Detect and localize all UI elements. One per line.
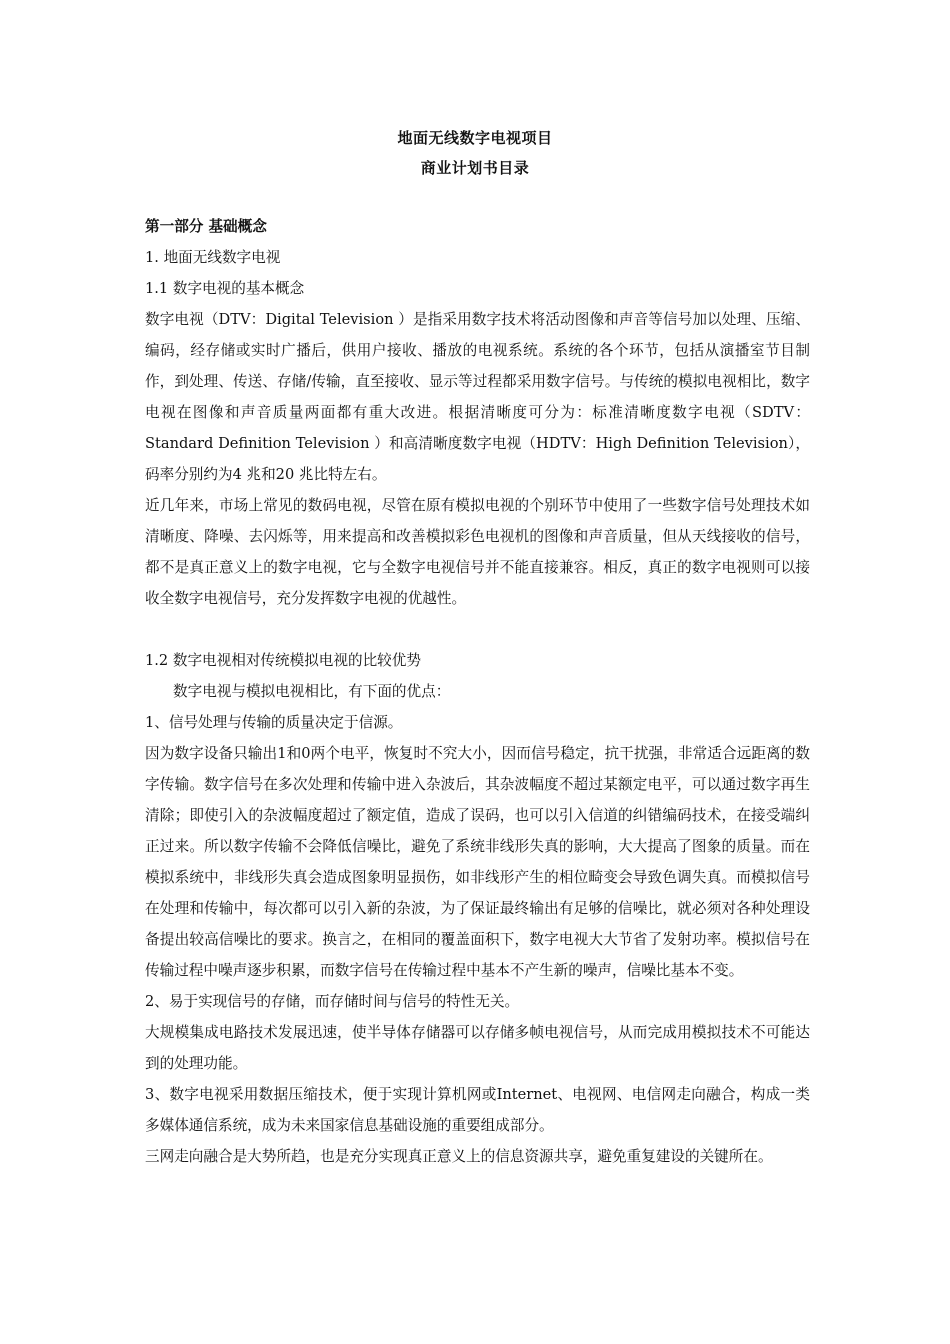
- advantage-2: 2、易于实现信号的存储，而存储时间与信号的特性无关。: [145, 993, 520, 1010]
- paragraph-advantage-1: 因为数字设备只输出1和0两个电平，恢复时不究大小，因而信号稳定，抗干扰强，非常适合远距离的数字传输。数字信号在多次处理和传输中进入杂波后，其杂波幅度不超过某额定电平，可以通过数字再生清除；即使引入的杂波幅度超过了额定值，造成了误码，也可以引入信道的纠错编码技术，在接受端纠正过来。所以数字传输不会降低信噪比，避免了系统非线形失真的影响，大大提高了图象的质量。而在模拟系统中，非线形失真会造成图象明显损伤，如非线形产生的相位畸变会导致色调失真。而模拟信号在处理和传输中，每次都可以引入新的杂波，为了保证最终输出有足够的信噪比，就必须对各种处理设备提出较高信噪比的要求。换言之，在相同的覆盖面积下，数字电视大大节省了发射功率。模拟信号在传输过程中噪声逐步积累，而数字信号在传输过程中基本不产生新的噪声，信噪比基本不变。: [145, 745, 810, 979]
- advantage-1: 1、信号处理与传输的质量决定于信源。: [145, 714, 403, 731]
- paragraph-advantage-2: 大规模集成电路技术发展迅速，使半导体存储器可以存储多帧电视信号，从而完成用模拟技术不可能达到的处理功能。: [145, 1024, 810, 1072]
- advantage-3: 3、数字电视采用数据压缩技术，便于实现计算机网或Internet、电视网、电信网走向融合，构成一类多媒体通信系统，成为未来国家信息基础设施的重要组成部分。: [145, 1086, 810, 1134]
- document-title: 地面无线数字电视项目: [397, 129, 553, 147]
- advantages-intro: 数字电视与模拟电视相比，有下面的优点：: [173, 683, 451, 700]
- section-heading-1-2: 1.2 数字电视相对传统模拟电视的比较优势: [145, 652, 421, 669]
- section-heading-1: 1. 地面无线数字电视: [145, 249, 281, 266]
- paragraph-advantage-3: 三网走向融合是大势所趋，也是充分实现真正意义上的信息资源共享，避免重复建设的关键所在。: [145, 1148, 773, 1165]
- paragraph-digital-tv-market: 近几年来，市场上常见的数码电视，尽管在原有模拟电视的个别环节中使用了一些数字信号处理技术如清晰度、降噪、去闪烁等，用来提高和改善模拟彩色电视机的图像和声音质量，但从天线接收的信号，都不是真正意义上的数字电视，它与全数字电视信号并不能直接兼容。相反，真正的数字电视则可以接收全数字电视信号，充分发挥数字电视的优越性。: [145, 497, 810, 607]
- document-subtitle: 商业计划书目录: [420, 159, 530, 177]
- paragraph-gap: [145, 614, 810, 645]
- document-body: [145, 211, 810, 1172]
- paragraph-dtv-definition: 数字电视（DTV：Digital Television ）是指采用数字技术将活动图像和声音等信号加以处理、压缩、编码，经存储或实时广播后，供用户接收、播放的电视系统。系统的各个环节，包括从演播室节目制作，到处理、传送、存储/传输，直至接收、显示等过程都采用数字信号。与传统的模拟电视相比，数字电视在图像和声音质量两面都有重大改进。根据清晰度可分为：标准清晰度数字电视（SDTV：Standard Definition Television ）和高清晰度数字电视（HDTV：High Definition Television），码率分别约为4 兆和20 兆比特左右。: [145, 311, 810, 483]
- part-heading: 第一部分 基础概念: [145, 218, 267, 235]
- section-heading-1-1: 1.1 数字电视的基本概念: [145, 280, 305, 297]
